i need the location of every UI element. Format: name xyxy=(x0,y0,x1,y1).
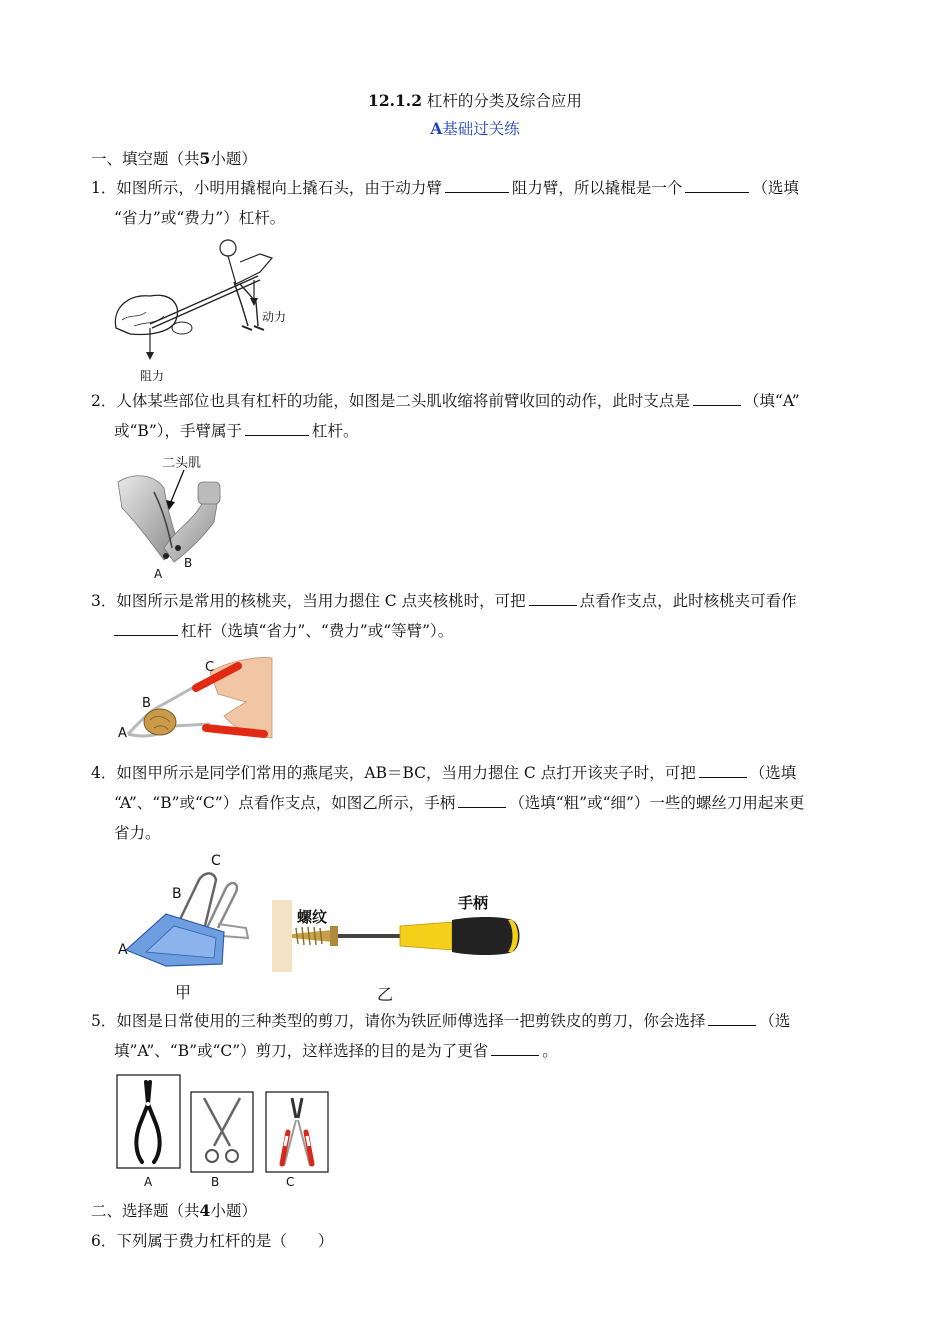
screwdriver-figure xyxy=(272,892,527,974)
nutcracker-figure xyxy=(114,654,274,744)
figure-yi-label: 乙 xyxy=(377,985,394,1004)
question-4-line2: “A”、“B”或“C”）点看作支点，如图乙所示，手柄 （选填“粗”或“细”）一些的螺丝刀用起来更 xyxy=(114,788,804,818)
question-2-line2: 或“B”），手臂属于 杠杆。 xyxy=(114,416,359,446)
question-5-line2: 填”A”、“B”或“C”）剪刀，这样选择的目的是为了更省 。 xyxy=(114,1036,558,1066)
question-3-line1: 3．如图所示是常用的核桃夹，当用力摁住 C 点夹核桃时，可把 点看作支点，此时核桃夹可看作 xyxy=(91,586,797,616)
question-2-line1: 2．人体某些部位也具有杠杆的功能，如图是二头肌收缩将前臂收回的动作，此时支点是 （填“A” xyxy=(91,386,800,416)
point-b-label: B xyxy=(184,556,193,570)
point-b-label: B xyxy=(142,696,151,711)
section-heading-fill: 一、填空题（共5小题） xyxy=(91,149,257,168)
biceps-label: 二头肌 xyxy=(162,456,202,471)
question-6: 6．下列属于费力杠杆的是（ ） xyxy=(91,1232,334,1250)
point-a-label: A xyxy=(154,567,163,581)
answer-blank[interactable] xyxy=(529,588,577,606)
point-b-label: B xyxy=(172,886,182,902)
binder-clip-figure xyxy=(126,858,256,973)
answer-blank[interactable] xyxy=(458,790,506,808)
page-subtitle: A基础过关练 xyxy=(430,119,520,138)
answer-blank[interactable] xyxy=(445,175,509,193)
figure-jia-label: 甲 xyxy=(175,983,192,1002)
page-title: 12.1.2 杠杆的分类及综合应用 xyxy=(368,91,582,110)
question-1-line1: 1．如图所示，小明用撬棍向上撬石头，由于动力臂 阻力臂，所以撬棍是一个 （选填 xyxy=(91,173,799,203)
answer-blank[interactable] xyxy=(693,388,741,406)
answer-blank[interactable] xyxy=(685,175,749,193)
question-3-line2: 杠杆（选填“省力”、“费力”或“等臂”）。 xyxy=(114,616,453,646)
scissors-c-label: C xyxy=(286,1175,295,1189)
arm-figure xyxy=(114,452,224,582)
point-a-label: A xyxy=(118,942,128,958)
point-c-label: C xyxy=(205,660,215,675)
thread-label: 螺纹 xyxy=(297,908,328,926)
resistance-label: 阻力 xyxy=(140,369,165,383)
answer-blank[interactable] xyxy=(245,418,309,436)
scissors-figures xyxy=(116,1074,331,1178)
answer-blank[interactable] xyxy=(491,1038,539,1056)
answer-blank[interactable] xyxy=(699,760,747,778)
answer-blank[interactable] xyxy=(708,1008,756,1026)
handle-label: 手柄 xyxy=(458,894,489,912)
question-5-line1: 5．如图是日常使用的三种类型的剪刀，请你为铁匠师傅选择一把剪铁皮的剪刀，你会选择 （选 xyxy=(91,1006,790,1036)
point-c-label: C xyxy=(211,853,221,869)
scissors-a-label: A xyxy=(144,1175,153,1189)
section-heading-choice: 二、选择题（共4小题） xyxy=(91,1201,257,1220)
force-label: 动力 xyxy=(262,310,287,324)
question-4-line1: 4．如图甲所示是同学们常用的燕尾夹，AB＝BC，当用力摁住 C 点打开该夹子时，可把 （选填 xyxy=(91,758,796,788)
point-a-label: A xyxy=(118,726,127,741)
question-4-line3: 省力。 xyxy=(114,824,161,842)
question-1-line2: “省力”或“费力”）杠杆。 xyxy=(114,209,286,227)
answer-blank[interactable] xyxy=(114,618,178,636)
scissors-b-label: B xyxy=(211,1175,220,1189)
